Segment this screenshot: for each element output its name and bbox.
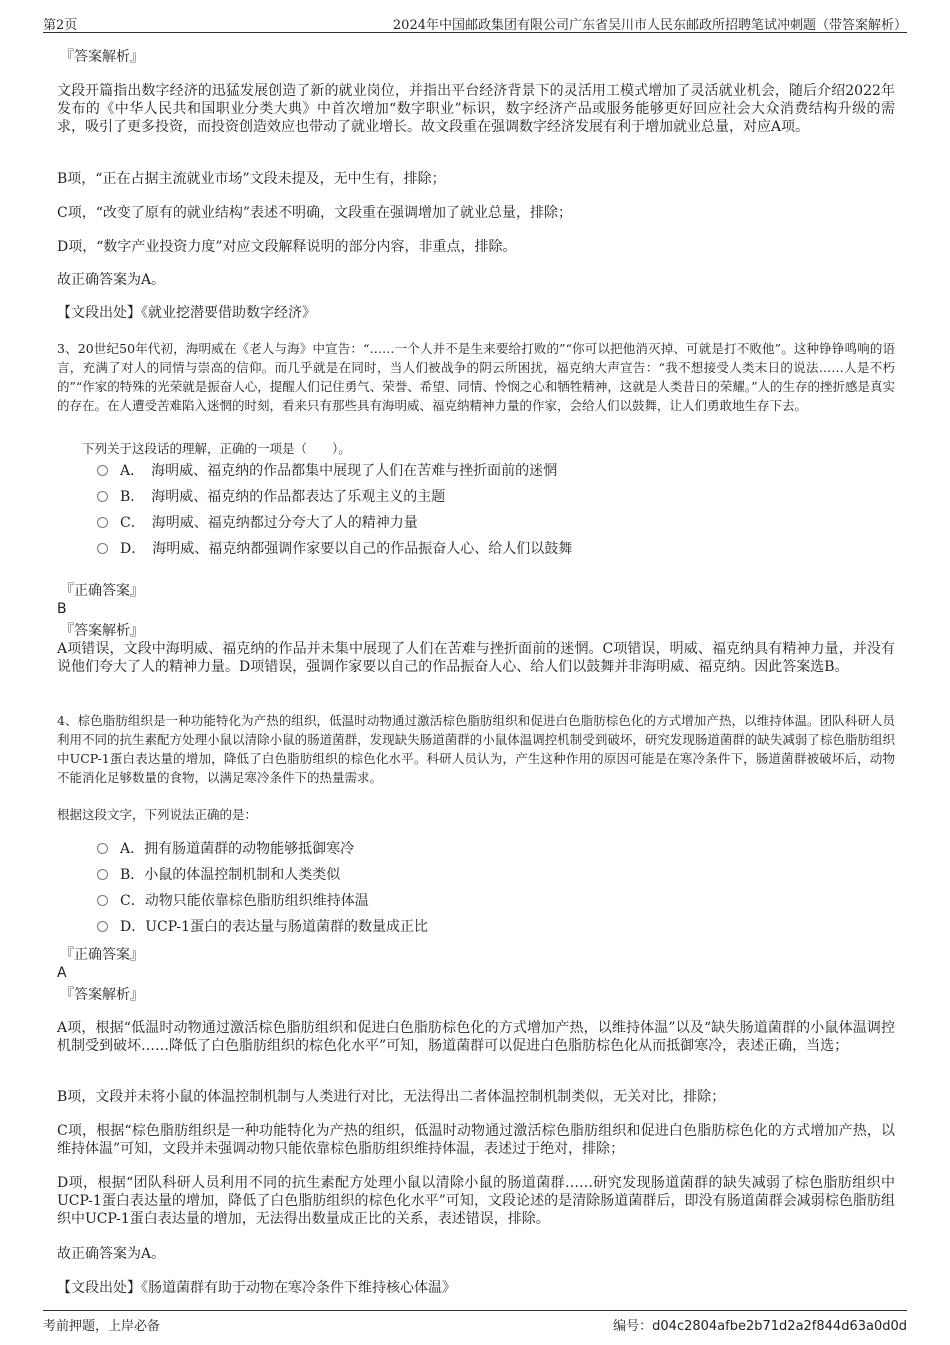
radio-icon[interactable] [97,843,108,854]
radio-icon[interactable] [97,921,108,932]
q4-option-b[interactable]: B．小鼠的体温控制机制和人类类似 [97,866,340,884]
q3-option-a[interactable]: A． 海明威、福克纳的作品都集中展现了人们在苦难与挫折面前的迷惘 [97,462,557,480]
q4-option-b-analysis: B项，文段并未将小鼠的体温控制机制与人类进行对比，无法得出二者体温控制机制类似，无关对比，排除； [57,1089,726,1105]
q2-option-c-analysis: C项，“改变了原有的就业结构”表述不明确，文段重在强调增加了就业总量，排除； [57,205,573,221]
q3-answer-label: 『正确答案』 [60,583,144,599]
radio-icon[interactable] [97,543,108,554]
q4-answer-label: 『正确答案』 [60,947,144,963]
q3-option-d[interactable]: D． 海明威、福克纳都强调作家要以自己的作品振奋人心、给人们以鼓舞 [97,540,572,558]
page-header [43,10,907,33]
q3-question: 下列关于这段话的理解，正确的一项是（ ）。 [82,441,351,456]
radio-icon[interactable] [97,869,108,880]
footer-code-label: 编号： [613,1319,653,1334]
footer-code [613,1315,907,1334]
q3-analysis-label: 『答案解析』 [60,623,144,639]
q2-analysis-label: 『答案解析』 [60,49,144,65]
page-footer [43,1310,907,1333]
q4-option-c-analysis: C项，根据“棕色脂肪组织是一种功能特化为产热的组织，低温时动物通过激活棕色脂肪组织和促进白色脂肪棕色化的方式增加产热，以维持体温”可知，文段并未强调动物只能依靠棕色脂肪组织维持体温，表述过于绝对，排除； [57,1123,895,1157]
q3-answer: B [57,601,67,617]
page-number: 第2页 [43,18,78,33]
document-title: 2024年中国邮政集团有限公司广东省吴川市人民东邮政所招聘笔试冲刺题（带答案解析） [392,18,907,33]
q2-option-b-analysis: B项，“正在占据主流就业市场”文段未提及，无中生有，排除； [57,171,446,187]
q4-analysis-label: 『答案解析』 [60,987,144,1003]
q2-conclusion: 故正确答案为A。 [57,272,166,288]
radio-icon[interactable] [97,517,108,528]
q4-option-d[interactable]: D．UCP-1蛋白的表达量与肠道菌群的数量成正比 [97,918,428,936]
q4-stem: 4、棕色脂肪组织是一种功能特化为产热的组织，低温时动物通过激活棕色脂肪组织和促进白色脂肪棕色化的方式增加产热，以维持体温。团队科研人员利用不同的抗生素配方处理小鼠以清除小鼠的肠道菌群，发现缺失肠道菌群的小鼠体温调控机制受到破坏，研究发现肠道菌群的缺失减弱了棕色脂肪组织中UCP-1蛋白表达量的增加，降低了白色脂肪组织的棕色化水平。科研人员认为，产生这种作用的原因可能是在寒冷条件下，肠道菌群被破坏后，动物不能消化足够数量的食物，以满足寒冷条件下的热量需求。 [57,713,895,785]
q3-option-b[interactable]: B． 海明威、福克纳的作品都表达了乐观主义的主题 [97,488,445,506]
radio-icon[interactable] [97,465,108,476]
q4-option-c[interactable]: C．动物只能依靠棕色脂肪组织维持体温 [97,892,369,910]
radio-icon[interactable] [97,491,108,502]
footer-slogan: 考前押题，上岸必备 [43,1319,161,1334]
q2-source: 【文段出处】《就业挖潜要借助数字经济》 [57,305,316,321]
footer-code-value: d04c2804afbe2b71d2a2f844d63a0d0d [652,1319,907,1334]
q2-option-d-analysis: D项，“数字产业投资力度”对应文段解释说明的部分内容，非重点，排除。 [57,239,517,255]
q4-conclusion: 故正确答案为A。 [57,1246,166,1262]
q4-option-d-analysis: D项，根据“团队科研人员利用不同的抗生素配方处理小鼠以清除小鼠的肠道菌群……研究发现肠道菌群的缺失减弱了棕色脂肪组织中UCP-1蛋白表达量的增加，降低了白色脂肪组织的棕色化水平”可知，文段论述的是清除肠道菌群后，即没有肠道菌群会减弱棕色脂肪组织中UCP-1蛋白表达量的增加，无法得出数量成正比的关系，表述错误，排除。 [57,1175,895,1227]
q4-answer: A [57,965,67,981]
q3-stem: 3、20世纪50年代初，海明威在《老人与海》中宣告：“……一个人并不是生来要给打败的”“你可以把他消灭掉、可就是打不败他”。这种铮铮鸣响的语言，充满了对人的同情与崇高的信仰。而几乎就是在同时，当人们被战争的阴云所困扰，福克纳大声宣告：“我不想接受人类末日的说法……人是不朽的”“作家的特殊的光荣就是振奋人心，提醒人们记住勇气、荣誉、希望、同情、怜悯之心和牺牲精神，这就是人类昔日的荣耀。”人的生存的挫折感是真实的存在。在人遭受苦难陷入迷惘的时刻，看来只有那些具有海明威、福克纳精神力量的作家，会给人们以鼓舞，让人们勇敢地生存下去。 [57,341,895,413]
radio-icon[interactable] [97,895,108,906]
q2-analysis-text: 文段开篇指出数字经济的迅猛发展创造了新的就业岗位，并指出平台经济背景下的灵活用工模式增加了灵活就业机会，随后介绍2022年发布的《中华人民共和国职业分类大典》中首次增加“数字职业”标识，数字经济产品或服务能够更好回应社会大众消费结构升级的需求，吸引了更多投资，而投资创造效应也带动了就业增长。故文段重在强调数字经济发展有利于增加就业总量，对应A项。 [57,83,895,135]
q3-analysis-text: A项错误，文段中海明威、福克纳的作品并未集中展现了人们在苦难与挫折面前的迷惘。C项错误，明威、福克纳具有精神力量，并没有说他们夸大了人的精神力量。D项错误，强调作家要以自己的作品振奋人心、给人们以鼓舞并非海明威、福克纳。因此答案选B。 [57,641,895,675]
q3-option-c[interactable]: C． 海明威、福克纳都过分夸大了人的精神力量 [97,514,418,532]
q4-option-a[interactable]: A．拥有肠道菌群的动物能够抵御寒冷 [97,840,354,858]
q4-question: 根据这段文字，下列说法正确的是： [57,807,258,822]
q4-source: 【文段出处】《肠道菌群有助于动物在寒冷条件下维持核心体温》 [57,1280,456,1296]
q4-option-a-analysis: A项，根据“低温时动物通过激活棕色脂肪组织和促进白色脂肪棕色化的方式增加产热，以维持体温”以及“缺失肠道菌群的小鼠体温调控机制受到破坏……降低了白色脂肪组织的棕色化水平”可知，肠道菌群可以促进白色脂肪棕色化从而抵御寒冷，表述正确，当选； [57,1020,895,1054]
